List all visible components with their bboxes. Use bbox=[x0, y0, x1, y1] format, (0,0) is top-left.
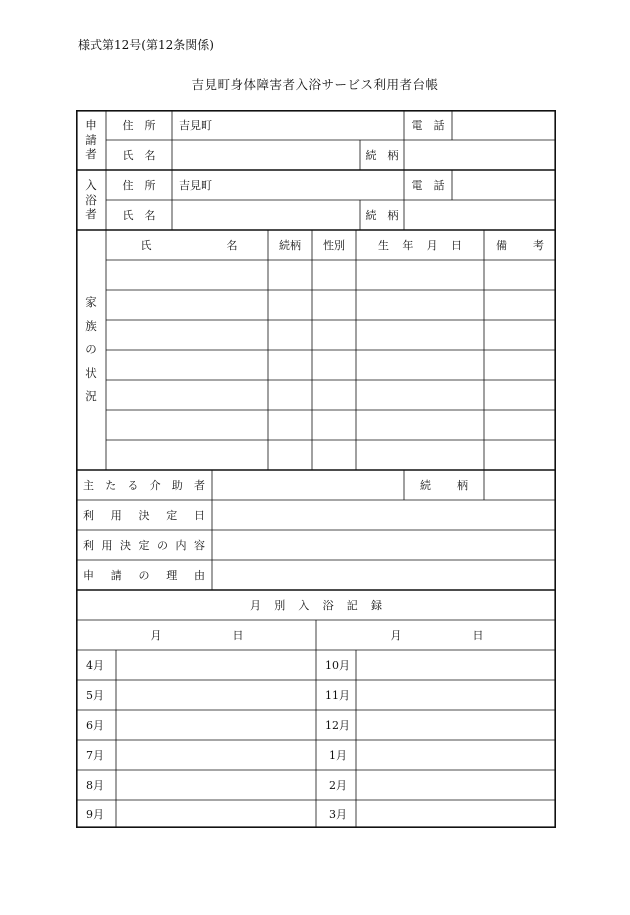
month-days-field[interactable] bbox=[356, 680, 556, 710]
registry-form bbox=[76, 110, 556, 828]
family-row[interactable] bbox=[106, 350, 556, 380]
monthly-right-header-day: 日 bbox=[472, 629, 484, 642]
applicant-name-field[interactable] bbox=[172, 140, 360, 170]
month-days-field[interactable] bbox=[116, 710, 316, 740]
applicant-relation-label: 続 柄 bbox=[365, 149, 399, 162]
month-days-field[interactable] bbox=[116, 770, 316, 800]
family-row[interactable] bbox=[106, 320, 556, 350]
decision-date-field[interactable] bbox=[212, 500, 556, 530]
family-header-name-b: 名 bbox=[226, 239, 238, 252]
bather-phone-label: 電 話 bbox=[411, 179, 445, 192]
family-header-note: 備 考 bbox=[496, 239, 544, 252]
monthly-left-header-day: 日 bbox=[232, 629, 244, 642]
caregiver-label: 主 た る 介 助 者 bbox=[83, 479, 205, 492]
form-number: 様式第12号(第12条関係) bbox=[78, 38, 214, 52]
bather-address-label: 住 所 bbox=[122, 179, 156, 192]
family-header-birth: 生 年 月 日 bbox=[378, 239, 462, 252]
bather-phone-field[interactable] bbox=[452, 170, 556, 200]
month-label: 7月 bbox=[86, 749, 104, 762]
caregiver-relation-field[interactable] bbox=[484, 470, 556, 500]
month-label: 3月 bbox=[329, 808, 347, 821]
month-label: 2月 bbox=[329, 779, 347, 792]
applicant-address-label: 住 所 bbox=[122, 119, 156, 132]
family-header-sex: 性別 bbox=[323, 239, 345, 252]
month-days-field[interactable] bbox=[356, 770, 556, 800]
bather-relation-label: 続 柄 bbox=[365, 209, 399, 222]
applicant-section-label: 申 請 者 bbox=[85, 118, 97, 162]
applicant-phone-field[interactable] bbox=[452, 110, 556, 140]
month-days-field[interactable] bbox=[356, 800, 556, 828]
caregiver-relation-label: 続 柄 bbox=[420, 479, 468, 492]
reason-label: 申 請 の 理 由 bbox=[83, 569, 205, 582]
month-label: 9月 bbox=[86, 808, 104, 821]
bather-relation-field[interactable] bbox=[404, 200, 556, 230]
month-days-field[interactable] bbox=[116, 740, 316, 770]
applicant-relation-field[interactable] bbox=[404, 140, 556, 170]
monthly-left-header-month: 月 bbox=[150, 629, 162, 642]
monthly-right-header-month: 月 bbox=[390, 629, 402, 642]
family-row[interactable] bbox=[106, 410, 556, 440]
month-days-field[interactable] bbox=[356, 710, 556, 740]
month-label: 6月 bbox=[86, 719, 104, 732]
month-days-field[interactable] bbox=[116, 800, 316, 828]
month-label: 11月 bbox=[325, 689, 350, 702]
decision-detail-label: 利 用 決 定 の 内 容 bbox=[83, 539, 205, 552]
bather-name-field[interactable] bbox=[172, 200, 360, 230]
month-label: 4月 bbox=[86, 659, 104, 672]
month-label: 8月 bbox=[86, 779, 104, 792]
month-label: 5月 bbox=[86, 689, 104, 702]
family-header-relation: 続柄 bbox=[279, 239, 301, 252]
family-section-label: 家 族 の 状 況 bbox=[85, 295, 97, 404]
month-label: 1月 bbox=[329, 749, 347, 762]
applicant-phone-label: 電 話 bbox=[411, 119, 445, 132]
family-row[interactable] bbox=[106, 260, 556, 290]
monthly-record-title: 月 別 入 浴 記 録 bbox=[250, 599, 382, 612]
applicant-name-label: 氏 名 bbox=[122, 149, 156, 162]
decision-date-label: 利 用 決 定 日 bbox=[83, 509, 205, 522]
family-row[interactable] bbox=[106, 380, 556, 410]
month-label: 12月 bbox=[325, 719, 350, 732]
caregiver-name-field[interactable] bbox=[212, 470, 404, 500]
month-label: 10月 bbox=[325, 659, 350, 672]
bather-name-label: 氏 名 bbox=[122, 209, 156, 222]
month-days-field[interactable] bbox=[116, 680, 316, 710]
bather-section-label: 入 浴 者 bbox=[85, 178, 97, 222]
bather-address-value[interactable]: 吉見町 bbox=[179, 179, 212, 192]
family-header-name-a: 氏 bbox=[140, 239, 152, 252]
month-days-field[interactable] bbox=[116, 650, 316, 680]
applicant-address-value[interactable]: 吉見町 bbox=[179, 119, 212, 132]
family-row[interactable] bbox=[106, 290, 556, 320]
decision-detail-field[interactable] bbox=[212, 530, 556, 560]
family-row[interactable] bbox=[106, 440, 556, 470]
month-days-field[interactable] bbox=[356, 740, 556, 770]
month-days-field[interactable] bbox=[356, 650, 556, 680]
reason-field[interactable] bbox=[212, 560, 556, 590]
page-title: 吉見町身体障害者入浴サービス利用者台帳 bbox=[191, 77, 439, 92]
